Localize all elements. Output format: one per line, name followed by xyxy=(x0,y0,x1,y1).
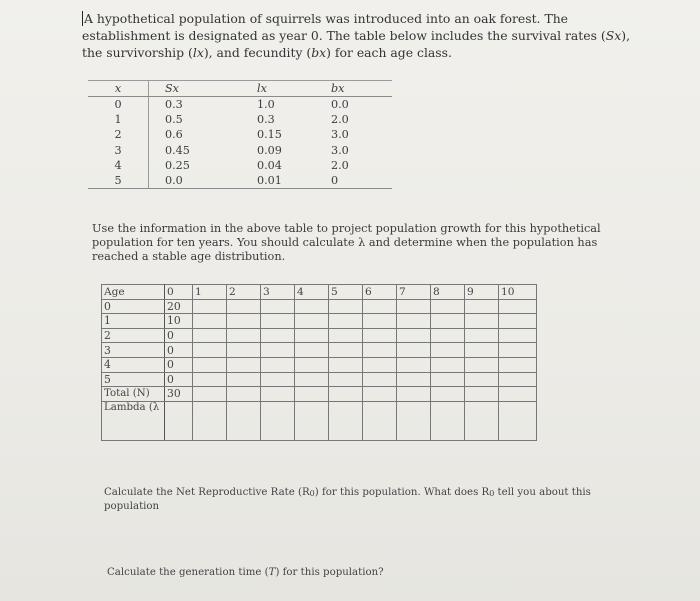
empty-cell[interactable] xyxy=(193,314,227,329)
empty-cell[interactable] xyxy=(397,387,431,402)
empty-cell[interactable] xyxy=(465,357,499,372)
year-header: 9 xyxy=(465,285,499,300)
empty-cell[interactable] xyxy=(295,343,329,358)
year-header: 6 xyxy=(363,285,397,300)
projection-header-row xyxy=(102,285,537,300)
projection-row xyxy=(102,343,537,358)
empty-cell[interactable] xyxy=(499,387,537,402)
cell-x: 4 xyxy=(88,158,149,173)
empty-cell[interactable] xyxy=(295,357,329,372)
empty-cell[interactable] xyxy=(295,387,329,402)
cell-x: 2 xyxy=(88,127,149,142)
cell-sx: 0.45 xyxy=(165,143,190,157)
empty-cell[interactable] xyxy=(329,328,363,343)
projection-row xyxy=(102,328,537,343)
empty-cell[interactable] xyxy=(431,372,465,387)
empty-cell[interactable] xyxy=(465,387,499,402)
cell-bx: 2.0 xyxy=(331,158,349,172)
intro-text-part: A hypothetical population of squirrels was introduced into an oak forest. The establishment is designated as year 0. The table below includes the survival rates ( xyxy=(82,11,606,43)
empty-cell[interactable] xyxy=(329,299,363,314)
year0-total: 30 xyxy=(165,387,193,402)
empty-cell[interactable] xyxy=(295,401,329,440)
empty-cell[interactable] xyxy=(431,357,465,372)
year-header: 3 xyxy=(261,285,295,300)
empty-cell[interactable] xyxy=(227,401,261,440)
empty-cell[interactable] xyxy=(227,387,261,402)
empty-cell[interactable] xyxy=(227,314,261,329)
cell-x: 0 xyxy=(88,97,149,113)
cell-bx: 2.0 xyxy=(331,113,349,127)
projection-row-total xyxy=(102,387,537,402)
empty-cell[interactable] xyxy=(193,328,227,343)
empty-cell[interactable] xyxy=(295,314,329,329)
cell-sx: 0.3 xyxy=(165,98,183,112)
year-header: 0 xyxy=(165,285,193,300)
empty-cell[interactable] xyxy=(465,401,499,440)
question-text-part: Calculate the generation time ( xyxy=(107,567,269,578)
empty-cell[interactable] xyxy=(363,372,397,387)
empty-cell[interactable] xyxy=(329,343,363,358)
intro-text-part: ), the survivorship ( xyxy=(82,28,631,60)
empty-cell[interactable] xyxy=(499,401,537,440)
age-label: 5 xyxy=(102,372,165,387)
year0-value: 0 xyxy=(165,343,193,358)
empty-cell[interactable] xyxy=(499,299,537,314)
empty-cell[interactable] xyxy=(261,357,295,372)
empty-cell[interactable] xyxy=(329,401,363,440)
cell-x: 1 xyxy=(88,112,149,127)
cell-lx: 0.15 xyxy=(257,128,282,142)
age-header: Age xyxy=(102,285,165,300)
year-header: 7 xyxy=(397,285,431,300)
empty-cell[interactable] xyxy=(261,372,295,387)
empty-cell[interactable] xyxy=(329,387,363,402)
survival-table xyxy=(88,80,392,189)
table-row xyxy=(88,173,392,189)
empty-cell[interactable] xyxy=(227,343,261,358)
cell-bx: 3.0 xyxy=(331,128,349,142)
empty-cell[interactable] xyxy=(499,357,537,372)
cell-bx: 3.0 xyxy=(331,143,349,157)
empty-cell[interactable] xyxy=(261,387,295,402)
empty-cell[interactable] xyxy=(363,314,397,329)
empty-cell[interactable] xyxy=(329,357,363,372)
cell-sx: 0.5 xyxy=(165,113,183,127)
lx-symbol: lx xyxy=(192,45,204,60)
table-row xyxy=(88,112,392,127)
age-label: 4 xyxy=(102,357,165,372)
empty-cell[interactable] xyxy=(193,343,227,358)
year0-value: 0 xyxy=(165,328,193,343)
intro-text-part: ), and fecundity ( xyxy=(203,45,312,60)
intro-text-part: ) for each age class. xyxy=(326,45,452,60)
subscript: 0 xyxy=(489,489,495,498)
empty-cell[interactable] xyxy=(363,357,397,372)
empty-cell[interactable] xyxy=(295,299,329,314)
empty-cell[interactable] xyxy=(227,357,261,372)
year-header: 1 xyxy=(193,285,227,300)
projection-row xyxy=(102,314,537,329)
age-label: 0 xyxy=(102,299,165,314)
question-text-part: ) for this population? xyxy=(275,567,384,578)
cell-lx: 0.3 xyxy=(257,113,275,127)
empty-cell[interactable] xyxy=(363,299,397,314)
empty-cell[interactable] xyxy=(329,314,363,329)
empty-cell[interactable] xyxy=(431,387,465,402)
cell-bx: 0 xyxy=(327,173,392,189)
projection-row xyxy=(102,299,537,314)
subscript: 0 xyxy=(309,489,315,498)
empty-cell[interactable] xyxy=(431,299,465,314)
t-symbol: T xyxy=(268,567,276,578)
lambda-label: Lambda (λ xyxy=(102,401,165,440)
empty-cell[interactable] xyxy=(431,328,465,343)
year0-value: 0 xyxy=(165,372,193,387)
empty-cell[interactable] xyxy=(227,299,261,314)
cell-lx: 0.01 xyxy=(253,173,327,189)
cell-bx: 0.0 xyxy=(331,98,349,112)
cell-lx: 1.0 xyxy=(257,98,275,112)
empty-cell[interactable] xyxy=(261,343,295,358)
empty-cell[interactable] xyxy=(227,328,261,343)
empty-cell[interactable] xyxy=(363,401,397,440)
year-header: 2 xyxy=(227,285,261,300)
empty-cell[interactable] xyxy=(295,328,329,343)
empty-cell[interactable] xyxy=(397,372,431,387)
empty-cell[interactable] xyxy=(261,299,295,314)
net-reproductive-rate-question xyxy=(104,486,604,513)
empty-cell[interactable] xyxy=(261,401,295,440)
empty-cell[interactable] xyxy=(193,357,227,372)
header-bx: bx xyxy=(327,81,392,97)
empty-cell[interactable] xyxy=(465,314,499,329)
year0-value: 20 xyxy=(165,299,193,314)
year-header: 5 xyxy=(329,285,363,300)
empty-cell[interactable] xyxy=(261,314,295,329)
empty-cell[interactable] xyxy=(363,328,397,343)
empty-cell[interactable] xyxy=(499,372,537,387)
year-header: 4 xyxy=(295,285,329,300)
age-label: 2 xyxy=(102,328,165,343)
survival-table-header xyxy=(88,81,392,97)
cell-lx: 0.09 xyxy=(257,143,282,157)
year-header: 8 xyxy=(431,285,465,300)
sx-symbol: Sx xyxy=(605,28,622,43)
empty-cell[interactable] xyxy=(193,387,227,402)
age-label: 1 xyxy=(102,314,165,329)
empty-cell[interactable] xyxy=(295,372,329,387)
empty-cell[interactable] xyxy=(261,328,295,343)
cell-sx: 0.6 xyxy=(165,128,183,142)
question-text-part: Calculate the Net Reproductive Rate (R xyxy=(104,487,310,498)
instructions-paragraph: Use the information in the above table to project population growth for this hypothetical population for ten years. You should calculate λ and determine when the population has reached a stable age distribution. xyxy=(92,222,601,264)
projection-row-lambda xyxy=(102,401,537,440)
age-label: 3 xyxy=(102,343,165,358)
header-x: x xyxy=(88,81,149,97)
question-text-part: ) for this population. What does R xyxy=(314,487,490,498)
empty-cell[interactable] xyxy=(363,387,397,402)
cell-lx: 0.04 xyxy=(257,158,282,172)
empty-cell[interactable] xyxy=(431,343,465,358)
empty-cell[interactable] xyxy=(431,401,465,440)
cell-sx: 0.0 xyxy=(149,173,254,189)
year0-value: 0 xyxy=(165,357,193,372)
total-label: Total (N) xyxy=(102,387,165,402)
year-header: 10 xyxy=(499,285,537,300)
projection-row xyxy=(102,372,537,387)
table-row xyxy=(88,127,392,142)
empty-cell[interactable] xyxy=(397,328,431,343)
empty-cell[interactable] xyxy=(499,328,537,343)
empty-cell[interactable] xyxy=(397,357,431,372)
year0-value: 10 xyxy=(165,314,193,329)
empty-cell[interactable] xyxy=(431,314,465,329)
empty-cell[interactable] xyxy=(397,401,431,440)
table-row xyxy=(88,158,392,173)
table-row xyxy=(88,143,392,158)
empty-cell[interactable] xyxy=(465,299,499,314)
generation-time-question xyxy=(107,566,507,579)
empty-cell[interactable] xyxy=(397,299,431,314)
cell-x: 3 xyxy=(88,143,149,158)
intro-paragraph xyxy=(82,10,642,61)
empty-cell[interactable] xyxy=(193,299,227,314)
header-sx: Sx xyxy=(149,81,254,97)
question-text-part: tell you about this population xyxy=(104,487,591,512)
empty-cell[interactable] xyxy=(363,343,397,358)
projection-row xyxy=(102,357,537,372)
empty-cell[interactable] xyxy=(499,314,537,329)
empty-cell[interactable] xyxy=(397,343,431,358)
empty-cell[interactable] xyxy=(193,401,227,440)
header-lx: lx xyxy=(253,81,327,97)
year0-lambda[interactable] xyxy=(165,401,193,440)
projection-table xyxy=(101,284,537,441)
table-row xyxy=(88,97,392,113)
cell-sx: 0.25 xyxy=(165,158,190,172)
empty-cell[interactable] xyxy=(227,372,261,387)
empty-cell[interactable] xyxy=(329,372,363,387)
empty-cell[interactable] xyxy=(397,314,431,329)
empty-cell[interactable] xyxy=(465,372,499,387)
empty-cell[interactable] xyxy=(465,328,499,343)
empty-cell[interactable] xyxy=(193,372,227,387)
empty-cell[interactable] xyxy=(465,343,499,358)
cell-x: 5 xyxy=(88,173,149,189)
bx-symbol: bx xyxy=(311,45,327,60)
empty-cell[interactable] xyxy=(499,343,537,358)
